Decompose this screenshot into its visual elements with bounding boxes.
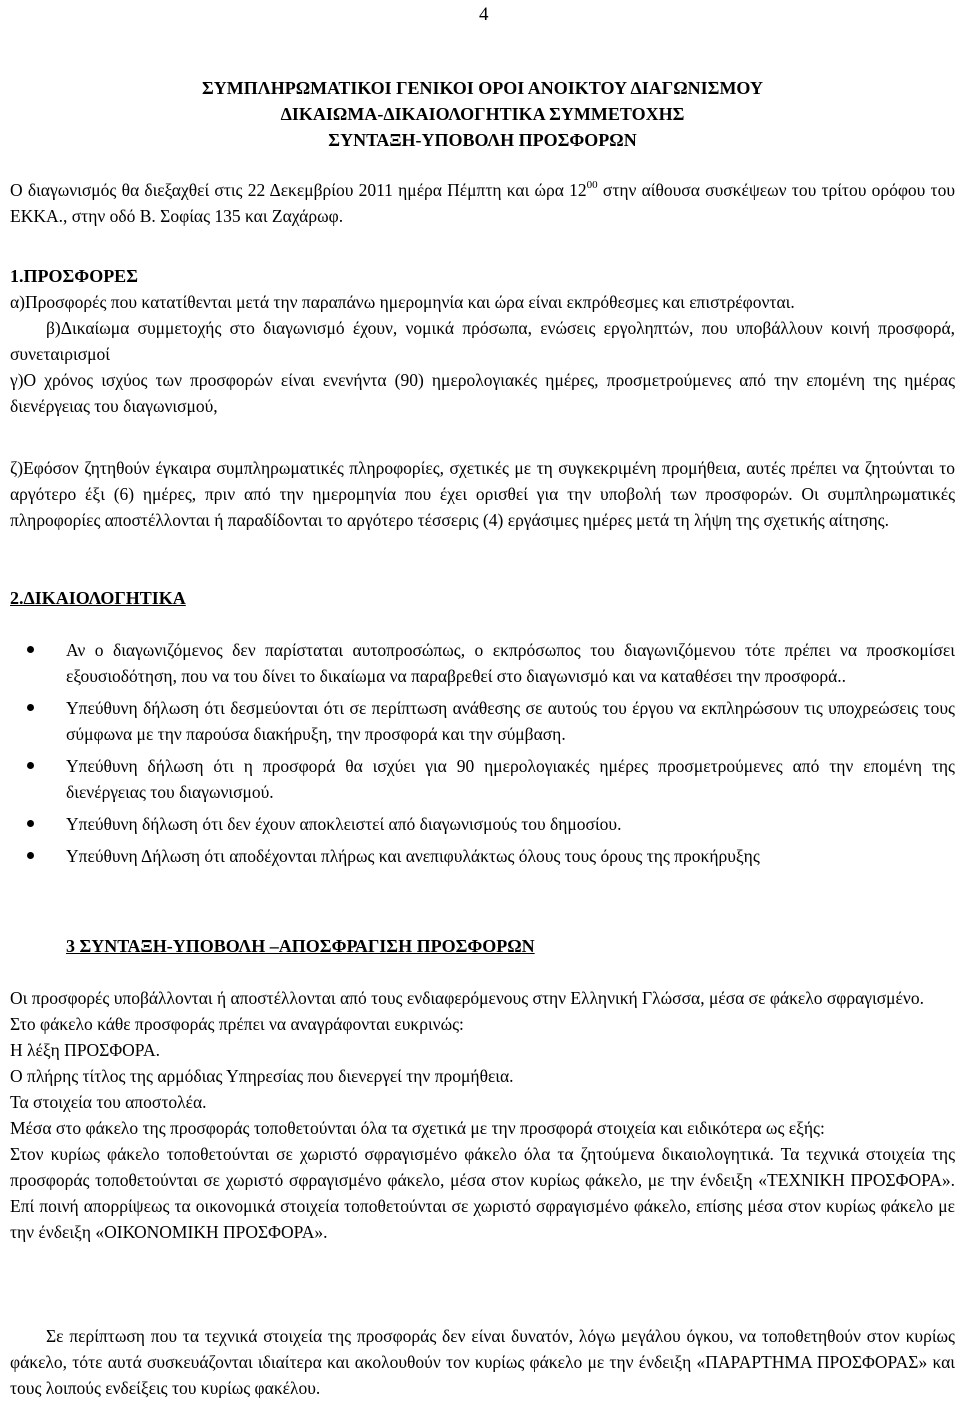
section-3-paragraph-1: Οι προσφορές υποβάλλονται ή αποστέλλονται από τους ενδιαφερόμενους στην Ελληνική Γλώσσα, μέσα σε φάκελο σφραγισμένο. (10, 988, 924, 1008)
title-line-2: ΔΙΚΑΙΩΜΑ-ΔΙΚΑΙΟΛΟΓΗΤΙΚΑ ΣΥΜΜΕΤΟΧΗΣ (280, 104, 685, 124)
title-line-1: ΣΥΜΠΛΗΡΩΜΑΤΙΚΟΙ ΓΕΝΙΚΟΙ ΟΡΟΙ ΑΝΟΙΚΤΟΥ ΔΙΑΓΩΝΙΣΜΟΥ (202, 78, 763, 98)
section-1-item-c: γ)Ο χρόνος ισχύος των προσφορών είναι ενενήντα (90) ημερολογιακές ημέρες, προσμετρούμενες από την επομένη της ημέρας διενέργειας του διαγωνισμού, (10, 370, 955, 416)
section-3-paragraph-5: Τα στοιχεία του αποστολέα. (10, 1092, 207, 1112)
section-1-item-b: β)Δικαίωμα συμμετοχής στο διαγωνισμό έχουν, νομικά πρόσωπα, ενώσεις εργοληπτών, που υποβάλλουν κοινή προσφορά, συνεταιρισμοί (10, 318, 955, 364)
section-1-item-z-text: ζ)Εφόσον ζητηθούν έγκαιρα συμπληρωματικές πληροφορίες, σχετικές με τη συγκεκριμένη προμήθεια, αυτές πρέπει να ζητούνται το αργότερο έξι (6) ημέρες, πριν από την ημερομηνία που έχει ορισθεί για την υποβολή των προσφορών. Οι συμπληρωματικές πληροφορίες αποστέλλονται ή παραδίδονται το αργότερο τέσσερις (4) εργάσιμες ημέρες μετά τη λήψη της σχετικής αίτησης. (10, 458, 955, 530)
bullet-icon (27, 704, 34, 711)
section-3-paragraph-2: Στο φάκελο κάθε προσφοράς πρέπει να αναγράφονται ευκρινώς: (10, 1014, 464, 1034)
section-3-body (10, 985, 955, 1245)
section-1-heading: 1.ΠΡΟΣΦΟΡΕΣ (10, 266, 138, 286)
title-line-3: ΣΥΝΤΑΞΗ-ΥΠΟΒΟΛΗ ΠΡΟΣΦΟΡΩΝ (328, 130, 637, 150)
section-3-paragraph-8-block (10, 1323, 955, 1401)
section-1-item-z (10, 455, 955, 533)
section-3-paragraph-7: Στον κυρίως φάκελο τοποθετούνται σε χωριστό σφραγισμένο φάκελο όλα τα ζητούμενα δικαιολογητικά. Τα τεχνικά στοιχεία της προσφοράς τοποθετούνται σε χωριστό σφραγισμένο φάκελο, μέσα στον κυρίως φάκελο, με την ένδειξη «ΤΕΧΝΙΚΗ ΠΡΟΣΦΟΡΑ». Επί ποινή απορρίψεως τα οικονομικά στοιχεία τοποθετούνται σε χωριστό σφραγισμένο φάκελο, επίσης μέσα στον κυρίως φάκελο με την ένδειξη «ΟΙΚΟΝΟΜΙΚΗ ΠΡΟΣΦΟΡΑ». (10, 1144, 955, 1242)
list-item-text: Υπεύθυνη Δήλωση ότι αποδέχονται πλήρως και ανεπιφυλάκτως όλους τους όρους της προκήρυξης (66, 846, 760, 866)
section-3-heading: 3 ΣΥΝΤΑΞΗ-ΥΠΟΒΟΛΗ –ΑΠΟΣΦΡΑΓΙΣΗ ΠΡΟΣΦΟΡΩΝ (66, 936, 535, 956)
section-3 (66, 933, 955, 959)
section-1-item-a: α)Προσφορές που κατατίθενται μετά την παραπάνω ημερομηνία και ώρα είναι εκπρόθεσμες και επιστρέφονται. (10, 292, 795, 312)
list-item (10, 843, 955, 869)
section-1 (10, 263, 955, 419)
section-3-paragraph-8: Σε περίπτωση που τα τεχνικά στοιχεία της προσφοράς δεν είναι δυνατόν, λόγω μεγάλου όγκου, να τοποθετηθούν στον κυρίως φάκελο, τότε αυτά συσκευάζονται ιδιαίτερα και ακολουθούν τον κυρίως φάκελο με την ένδειξη «ΠΑΡΑΡΤΗΜΑ ΠΡΟΣΦΟΡΑΣ» και τους λοιπούς ενδείξεις του κυρίως φακέλου. (10, 1326, 955, 1398)
bullet-icon (27, 852, 34, 859)
list-item (10, 695, 955, 747)
list-item-text: Υπεύθυνη δήλωση ότι δεν έχουν αποκλειστεί από διαγωνισμούς του δημοσίου. (66, 814, 622, 834)
section-3-paragraph-6: Μέσα στο φάκελο της προσφοράς τοποθετούνται όλα τα σχετικά με την προσφορά στοιχεία και ειδικότερα ως εξής: (10, 1118, 825, 1138)
section-2-heading: 2.ΔΙΚΑΙΟΛΟΓΗΤΙΚΑ (10, 588, 186, 608)
bullet-icon (27, 820, 34, 827)
bullet-icon (27, 646, 34, 653)
list-item-text: Υπεύθυνη δήλωση ότι δεσμεύονται ότι σε περίπτωση ανάθεσης σε αυτούς του έργου να εκπληρώσουν τις υποχρεώσεις τους σύμφωνα με την παρούσα διακήρυξη, την προσφορά και την σύμβαση. (66, 698, 955, 744)
list-item (10, 753, 955, 805)
intro-text-1: Ο διαγωνισμός θα διεξαχθεί στις 22 Δεκεμβρίου 2011 ημέρα Πέμπτη και ώρα 12 (10, 180, 587, 200)
page-number: 4 (479, 4, 489, 25)
bullet-icon (27, 762, 34, 769)
document-title (10, 75, 955, 153)
intro-text-2: στην αίθουσα συσκέψεων του τρίτου ορόφου του ΕΚΚΑ., στην οδό Β. Σοφίας 135 και Ζαχάρωφ. (10, 180, 955, 226)
list-item-text: Υπεύθυνη δήλωση ότι η προσφορά θα ισχύει για 90 ημερολογιακές ημέρες προσμετρούμενες από την επομένη της διενέργειας του διαγωνισμού. (66, 756, 955, 802)
section-3-paragraph-4: Ο πλήρης τίτλος της αρμόδιας Υπηρεσίας που διενεργεί την προμήθεια. (10, 1066, 514, 1086)
list-item-text: Αν ο διαγωνιζόμενος δεν παρίσταται αυτοπροσώπως, ο εκπρόσωπος του διαγωνιζόμενου τότε πρέπει να προσκομίσει εξουσιοδότηση, που να του δίνει το δικαίωμα να παραβρεθεί στο διαγωνισμό και να καταθέσει την προσφορά.. (66, 640, 955, 686)
requirements-list (10, 637, 955, 875)
list-item (10, 637, 955, 689)
intro-time-superscript: 00 (586, 179, 598, 192)
section-3-paragraph-3: Η λέξη ΠΡΟΣΦΟΡΑ. (10, 1040, 160, 1060)
list-item (10, 811, 955, 837)
intro-paragraph (10, 177, 955, 229)
section-2 (10, 585, 955, 611)
